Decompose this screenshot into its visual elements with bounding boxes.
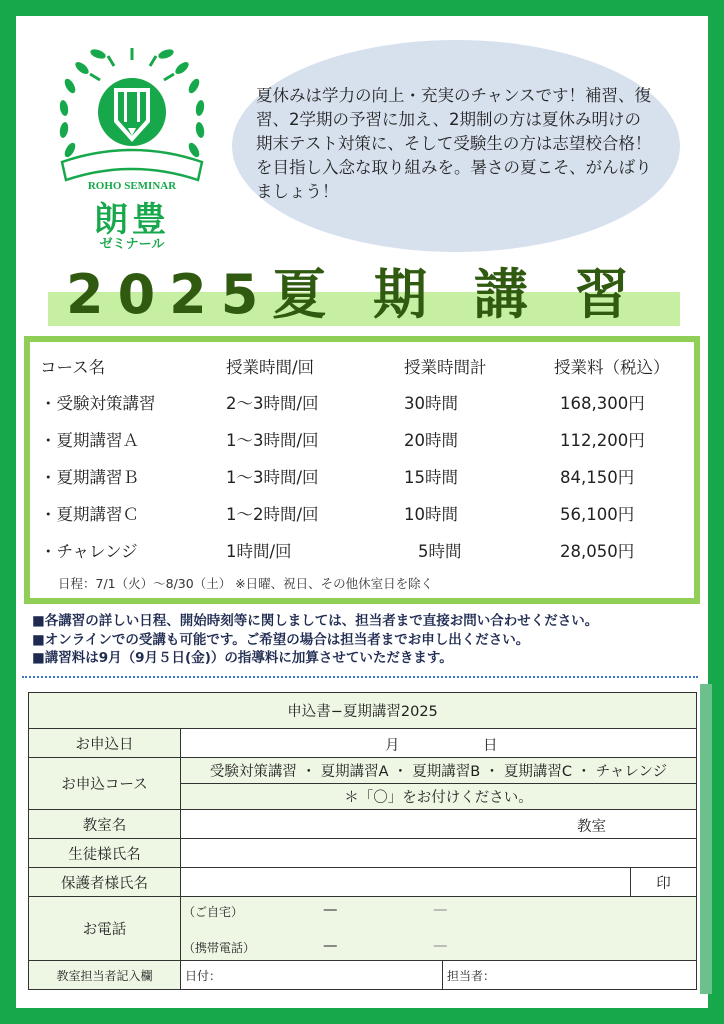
mobile-phone-dash-2: —: [433, 938, 448, 954]
home-phone-dash: —: [323, 902, 338, 918]
course-total-hours: 20時間: [404, 431, 458, 450]
date-label: お申込日: [29, 729, 181, 758]
student-name-field[interactable]: [181, 839, 697, 868]
day-label: 日: [483, 738, 498, 754]
classroom-label: 教室名: [29, 810, 181, 839]
mobile-phone-label: （携帯電話）: [183, 941, 256, 955]
header-fee: 授業料（税込）: [554, 358, 670, 377]
classroom-suffix: 教室: [577, 819, 606, 835]
home-phone-dash-2: —: [433, 902, 448, 918]
logo-roho-text: ROHO SEMINAR: [87, 180, 177, 192]
month-label: 月: [385, 738, 400, 754]
application-form: [28, 692, 697, 990]
intro-text: 夏休みは学力の向上・充実のチャンスです！補習、復習、2学期の予習に加え、2期制の方は夏休み明けの期末テスト対策に、そして受験生の方は志望校合格！を目指し入念な取り組みを。暑さの夏こそ、がんばりましょう！: [256, 86, 652, 201]
course-fee: 84,150円: [560, 468, 635, 487]
form-title: 申込書−夏期講習2025: [29, 693, 697, 729]
header-course-name: コース名: [40, 358, 106, 377]
course-total-hours: 30時間: [404, 394, 458, 413]
course-hours-per-class: 1〜2時間/回: [226, 505, 319, 524]
classroom-field[interactable]: [181, 810, 697, 839]
course-hours-per-class: 1〜3時間/回: [226, 431, 319, 450]
cut-line: [22, 676, 698, 678]
logo-kanji: 朗豊: [94, 200, 170, 240]
header-total-hours: 授業時間計: [404, 358, 487, 377]
staff-section-label: 教室担当者記入欄: [29, 961, 181, 990]
home-phone-label: （ご自宅）: [183, 905, 244, 919]
course-name: ・受験対策講習: [40, 394, 156, 413]
course-select-label: お申込コース: [29, 758, 181, 810]
notices: [32, 612, 696, 668]
course-name: ・チャレンジ: [40, 542, 138, 561]
phone-label: お電話: [29, 897, 181, 961]
course-total-hours: 15時間: [404, 468, 458, 487]
course-fee: 56,100円: [560, 505, 635, 524]
phone-fields[interactable]: [181, 897, 697, 961]
course-fee: 112,200円: [560, 431, 645, 450]
course-table: [24, 336, 700, 604]
course-name: ・夏期講習Ｃ: [40, 505, 139, 524]
date-field[interactable]: [181, 729, 697, 758]
course-options[interactable]: 受験対策講習 ・ 夏期講習A ・ 夏期講習B ・ 夏期講習C ・ チャレンジ: [181, 758, 697, 784]
logo-subtitle: ゼミナール: [99, 237, 165, 252]
schedule-note: 日程：7/1（火）〜8/30（土） ※日曜、祝日、その他休室日を除く: [58, 576, 434, 591]
course-name: ・夏期講習Ｂ: [40, 468, 139, 487]
course-total-hours: 10時間: [404, 505, 458, 524]
roho-seminar-logo: [48, 30, 216, 260]
page-title: 2025夏 期 講 習: [66, 263, 643, 326]
side-accent-bar: [700, 684, 712, 994]
notice-item: ■講習料は9月（9月５日(金)）の指導料に加算させていただきます。: [32, 650, 453, 666]
course-hint: ＊「〇」をお付けください。: [181, 784, 697, 810]
course-total-hours: 5時間: [418, 542, 462, 561]
course-hours-per-class: 1〜3時間/回: [226, 468, 319, 487]
seal-box: 印: [631, 868, 697, 897]
staff-date-field[interactable]: 日付：: [181, 961, 443, 990]
course-hours-per-class: 1時間/回: [226, 542, 292, 561]
student-name-label: 生徒様氏名: [29, 839, 181, 868]
mobile-phone-dash: —: [323, 938, 338, 954]
guardian-name-field[interactable]: [181, 868, 631, 897]
laurel-pencil-icon: [48, 30, 216, 190]
notice-item: ■各講習の詳しい日程、開始時刻等に関しましては、担当者まで直接お問い合わせください。: [32, 613, 599, 629]
course-hours-per-class: 2〜3時間/回: [226, 394, 319, 413]
header-hours-per-class: 授業時間/回: [226, 358, 315, 377]
course-name: ・夏期講習Ａ: [40, 431, 139, 450]
notice-item: ■オンラインでの受講も可能です。ご希望の場合は担当者までお申し出ください。: [32, 631, 530, 648]
staff-name-field[interactable]: 担当者：: [443, 961, 697, 990]
guardian-name-label: 保護者様氏名: [29, 868, 181, 897]
course-fee: 28,050円: [560, 542, 635, 561]
course-fee: 168,300円: [560, 394, 645, 413]
